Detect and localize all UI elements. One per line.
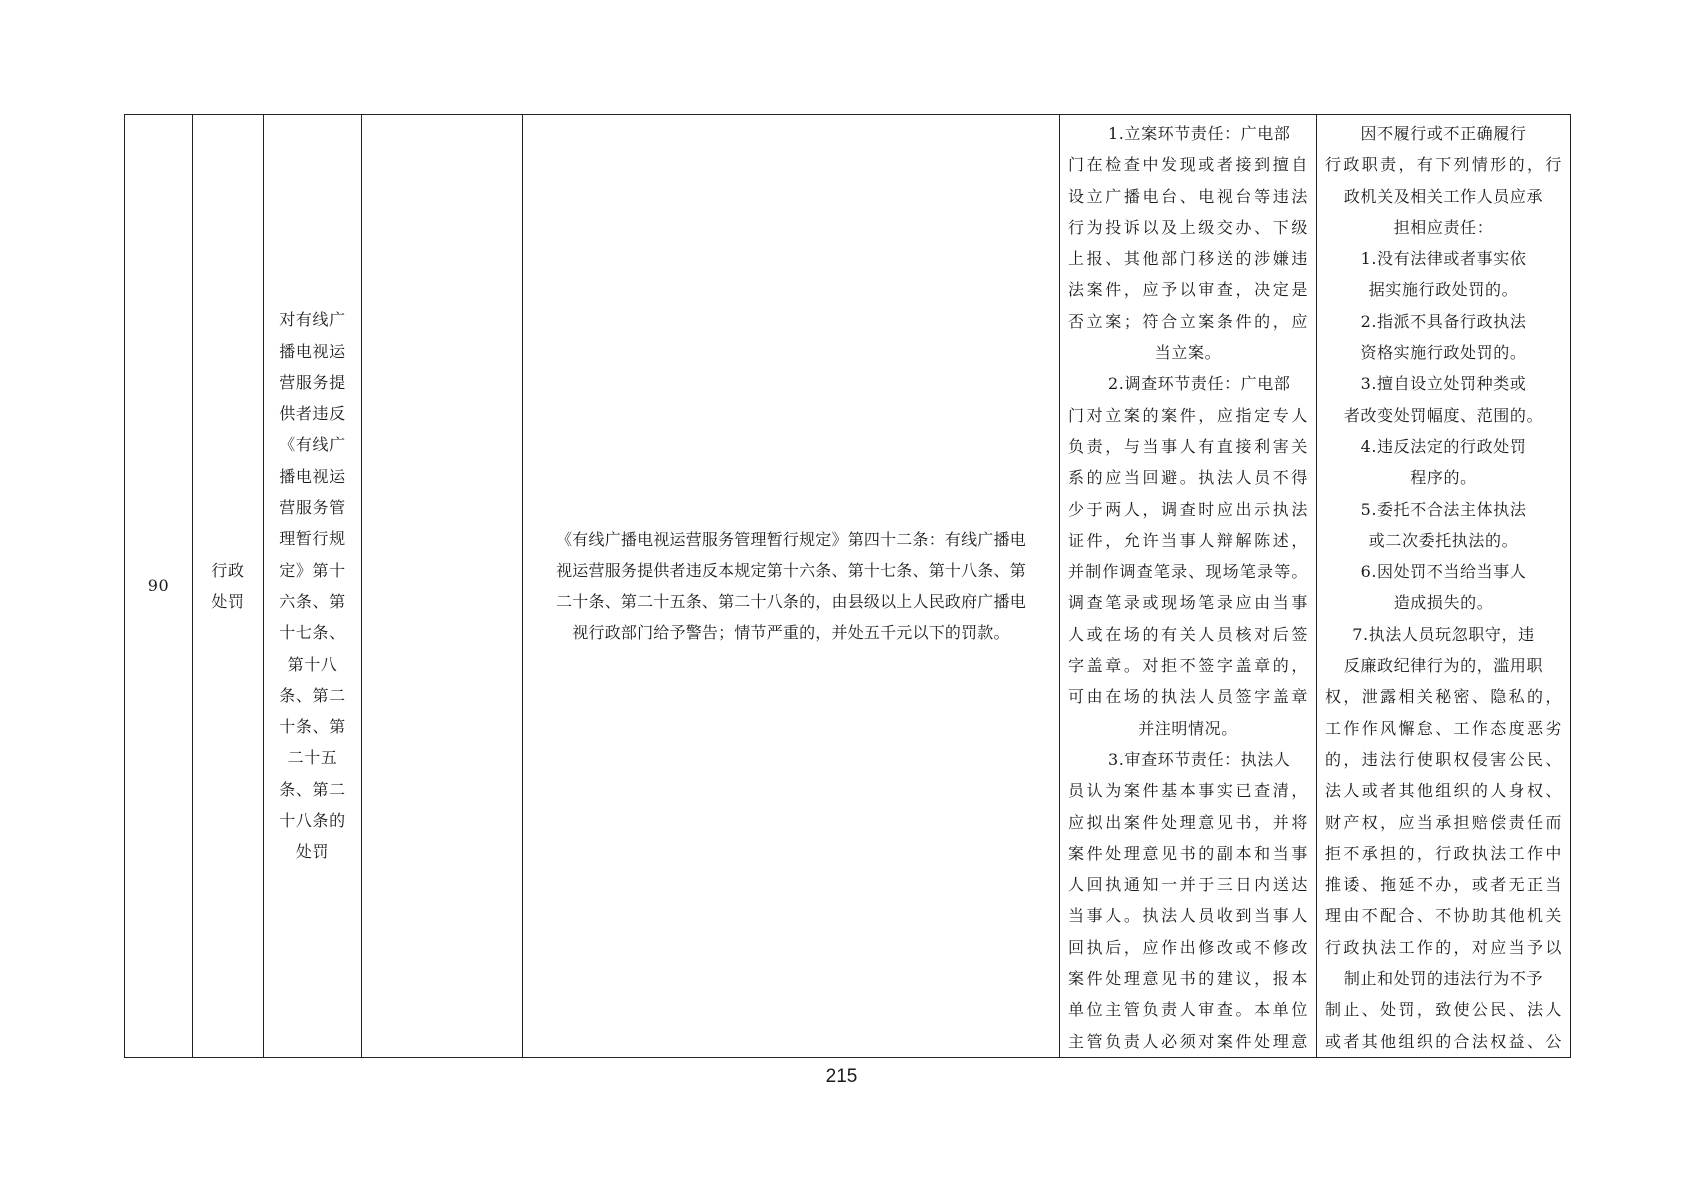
text-line: 人回执通知一并于三日内送达 xyxy=(1068,875,1308,895)
text-line: 单位主管负责人审查。本单位 xyxy=(1068,1000,1308,1020)
text-line: 处罚 xyxy=(295,842,330,862)
text-line: 字盖章。对拒不签字盖章的， xyxy=(1068,656,1308,676)
row-number: 90 xyxy=(125,115,193,1058)
text-line: 推诿、拖延不办，或者无正当 xyxy=(1325,875,1562,895)
text-line: 2.指派不具备行政执法 xyxy=(1360,311,1527,331)
text-line: 二十五 xyxy=(287,748,338,768)
text-line: 拒不承担的，行政执法工作中 xyxy=(1325,843,1562,863)
power-category-cell xyxy=(193,115,264,1058)
text-line: 视运营服务提供者违反本规定第十六条、第十七条、第十八条、第 xyxy=(556,560,1026,580)
table-row xyxy=(125,115,1571,1058)
text-line: 因不履行或不正确履行 xyxy=(1360,124,1527,143)
text-line: 员认为案件基本事实已查清， xyxy=(1068,781,1308,801)
text-line: 上报、其他部门移送的涉嫌违 xyxy=(1068,249,1308,269)
text-line: 法案件，应予以审查，决定是 xyxy=(1068,280,1308,300)
text-line: 当事人。执法人员收到当事人 xyxy=(1068,906,1308,926)
text-line: 7.执法人员玩忽职守，违 xyxy=(1352,624,1535,644)
text-line: 对有线广 xyxy=(279,310,346,330)
text-line: 系的应当回避。执法人员不得 xyxy=(1068,468,1308,488)
text-line: 1.立案环节责任：广电部 xyxy=(1108,124,1291,143)
accountability-cell xyxy=(1317,115,1571,1058)
text-line: 十八条的 xyxy=(279,811,346,831)
text-line: 法人或者其他组织的人身权、 xyxy=(1325,781,1562,801)
text-line: 行为投诉以及上级交办、下级 xyxy=(1068,217,1308,237)
text-line: 门对立案的案件，应指定专人 xyxy=(1068,405,1308,425)
text-line: 门在检查中发现或者接到擅自 xyxy=(1068,155,1308,175)
responsibility-cell xyxy=(1060,115,1317,1058)
page-number: 215 xyxy=(825,1066,858,1087)
text-line: 二十条、第二十五条、第二十八条的，由县级以上人民政府广播电 xyxy=(556,591,1026,611)
text-line: 播电视运 xyxy=(279,341,346,361)
text-line: 六条、第 xyxy=(279,591,346,611)
text-line: 《有线广播电视运营服务管理暂行规定》第四十二条：有线广播电 xyxy=(556,529,1026,549)
text-line: 并制作调查笔录、现场笔录等。 xyxy=(1068,562,1308,582)
text-line: 资格实施行政处罚的。 xyxy=(1360,343,1527,363)
legal-basis-cell xyxy=(523,115,1060,1058)
text-line: 处罚 xyxy=(211,591,245,611)
text-line: 人或在场的有关人员核对后签 xyxy=(1068,624,1308,644)
text-line: 或者其他组织的合法权益、公 xyxy=(1325,1031,1562,1051)
text-line: 4.违反法定的行政处罚 xyxy=(1360,436,1527,456)
text-line: 定》第十 xyxy=(279,560,346,580)
text-line: 第十八 xyxy=(287,654,338,674)
text-line: 者改变处罚幅度、范围的。 xyxy=(1343,405,1544,425)
text-line: 供者违反 xyxy=(279,404,346,424)
text-line: 少于两人，调查时应出示执法 xyxy=(1068,499,1308,519)
text-line: 营服务管 xyxy=(279,498,346,518)
text-line: 行政 xyxy=(211,560,245,580)
text-line: 3.审查环节责任：执法人 xyxy=(1108,749,1291,769)
text-line: 1.没有法律或者事实依 xyxy=(1360,249,1527,269)
text-line: 据实施行政处罚的。 xyxy=(1368,280,1519,300)
text-line: 政机关及相关工作人员应承 xyxy=(1343,186,1544,206)
text-line: 调查笔录或现场笔录应由当事 xyxy=(1068,593,1308,613)
text-line: 应拟出案件处理意见书，并将 xyxy=(1068,812,1308,832)
text-line: 当立案。 xyxy=(1154,343,1222,363)
text-line: 营服务提 xyxy=(279,372,346,392)
sub-item-cell xyxy=(362,115,523,1058)
text-line: 反廉政纪律行为的，滥用职 xyxy=(1343,656,1544,676)
text-line: 回执后，应作出修改或不修改 xyxy=(1068,937,1308,957)
text-line: 工作作风懈怠、工作态度恶劣 xyxy=(1325,718,1562,738)
text-line: 5.委托不合法主体执法 xyxy=(1360,499,1527,519)
text-line: 《有线广 xyxy=(279,435,346,455)
text-line: 2.调查环节责任：广电部 xyxy=(1108,374,1291,394)
text-line: 视行政部门给予警告；情节严重的，并处五千元以下的罚款。 xyxy=(572,622,1010,642)
text-line: 行政职责，有下列情形的，行 xyxy=(1325,155,1562,175)
text-line: 否立案；符合立案条件的，应 xyxy=(1068,311,1308,331)
text-line: 案件处理意见书的副本和当事 xyxy=(1068,843,1308,863)
text-line: 主管负责人必须对案件处理意 xyxy=(1068,1031,1308,1051)
text-line: 并注明情况。 xyxy=(1138,718,1238,738)
text-line: 制止和处罚的违法行为不予 xyxy=(1343,969,1544,989)
text-line: 播电视运 xyxy=(279,466,346,486)
text-line: 造成损失的。 xyxy=(1393,593,1494,613)
text-line: 条、第二 xyxy=(279,685,346,705)
text-line: 理暂行规 xyxy=(279,529,346,549)
text-line: 3.擅自设立处罚种类或 xyxy=(1360,374,1527,394)
text-line: 理由不配合、不协助其他机关 xyxy=(1325,906,1562,926)
text-line: 的，违法行使职权侵害公民、 xyxy=(1325,749,1562,769)
text-line: 程序的。 xyxy=(1410,468,1477,488)
text-line: 权，泄露相关秘密、隐私的， xyxy=(1325,687,1562,707)
text-line: 6.因处罚不当给当事人 xyxy=(1360,562,1527,582)
text-line: 行政执法工作的，对应当予以 xyxy=(1325,937,1562,957)
power-list-table xyxy=(124,114,1571,1058)
text-line: 财产权，应当承担赔偿责任而 xyxy=(1325,812,1562,832)
text-line: 证件，允许当事人辩解陈述， xyxy=(1068,530,1308,550)
text-line: 十七条、 xyxy=(279,623,346,643)
text-line: 案件处理意见书的建议，报本 xyxy=(1068,969,1308,989)
text-line: 担相应责任： xyxy=(1393,217,1494,237)
text-line: 设立广播电台、电视台等违法 xyxy=(1068,186,1308,206)
text-line: 十条、第 xyxy=(279,717,346,737)
text-line: 负责，与当事人有直接利害关 xyxy=(1068,436,1308,456)
text-line: 可由在场的执法人员签字盖章 xyxy=(1068,687,1308,707)
text-line: 条、第二 xyxy=(279,779,346,799)
text-line: 或二次委托执法的。 xyxy=(1368,530,1519,550)
text-line: 制止、处罚，致使公民、法人 xyxy=(1325,1000,1562,1020)
power-item-name-cell xyxy=(264,115,362,1058)
